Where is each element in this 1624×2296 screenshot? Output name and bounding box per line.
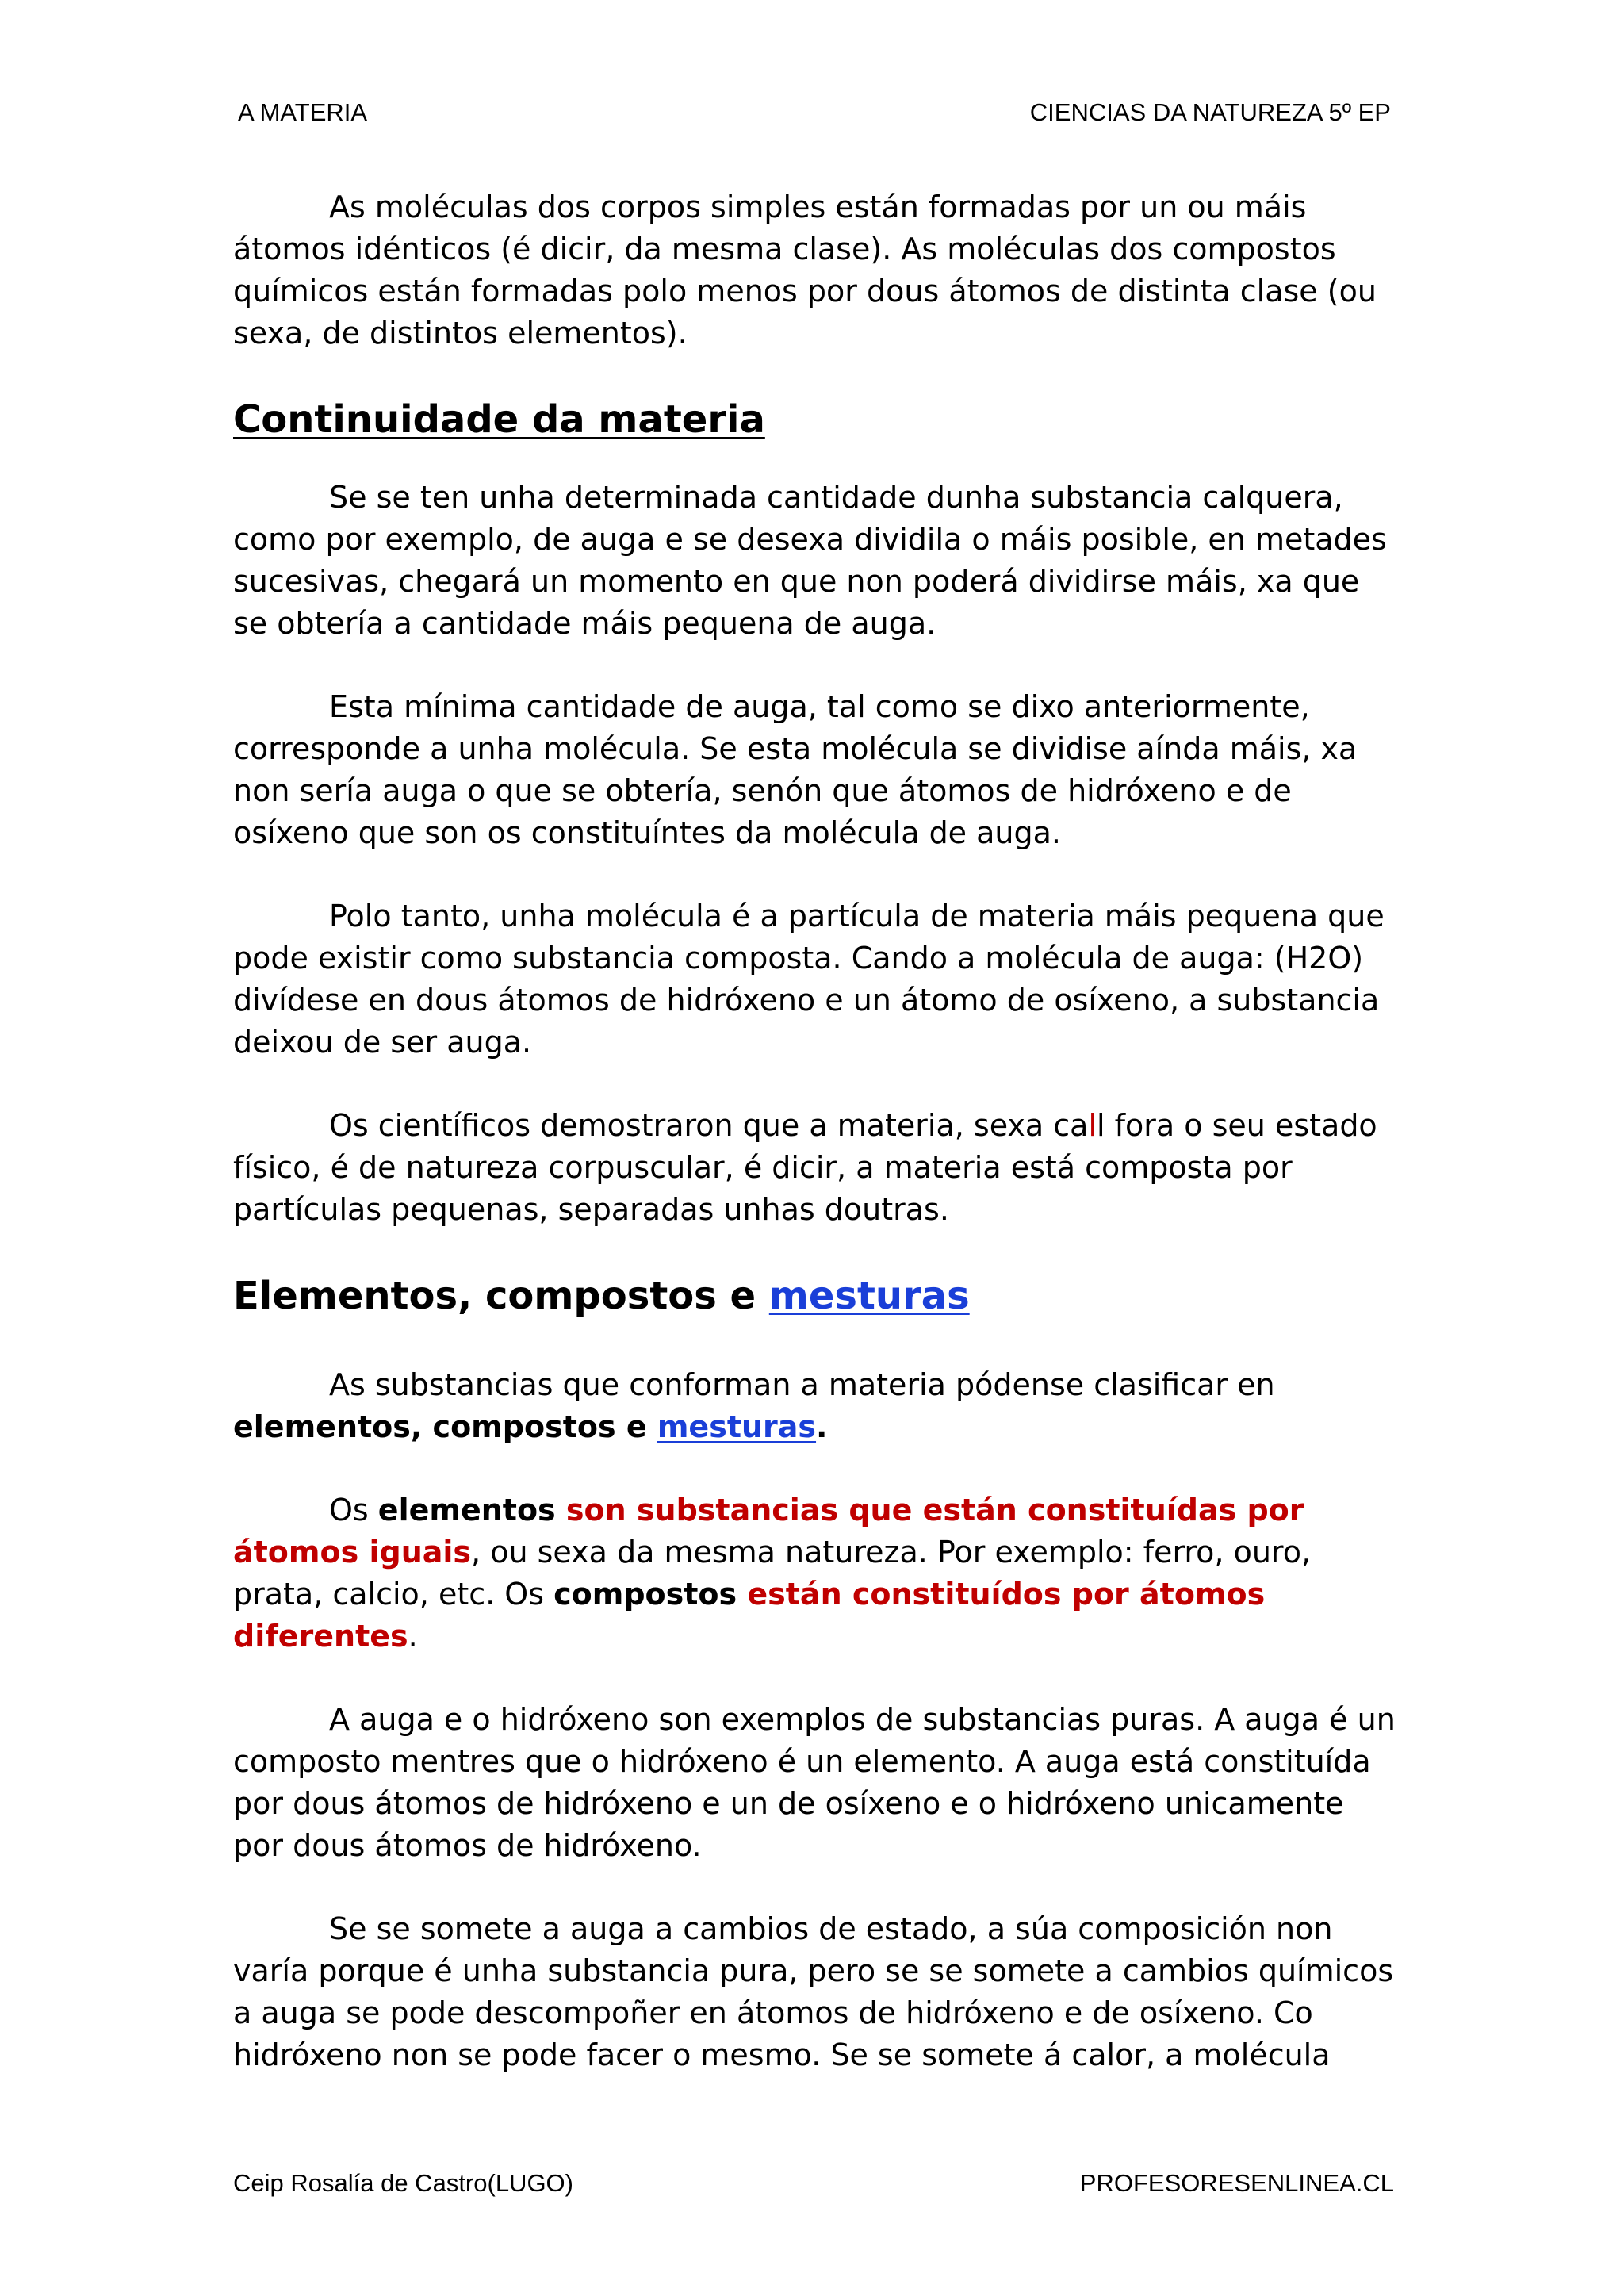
paragraph-corpuscular bbox=[233, 1105, 1399, 1231]
paragraph-molecule-definition: Polo tanto, unha molécula é a partícula de materia máis pequena que pode existir como substancia composta. Cando a molécula de auga: (H2O) divídese en dous átomos de hidróxeno e un átomo de osíxeno, a substancia deixou de ser auga. bbox=[233, 899, 1385, 1060]
paragraph-molecules: As moléculas dos corpos simples están formadas por un ou máis átomos idénticos (é dicir, da mesma clase). As moléculas dos compostos químicos están formadas polo menos por dous átomos de distinta clase (ou sexa, de distintos elementos). bbox=[233, 190, 1377, 351]
text-run: , ou sexa da mesma natureza. Por exemplo: ferro, ouro, prata, calcio, etc. Os bbox=[233, 1535, 1312, 1612]
bold-term-compostos: compostos bbox=[553, 1577, 737, 1612]
red-definition-elements: son substancias que están constituídas por átomos iguais bbox=[233, 1493, 1304, 1570]
document-body bbox=[233, 186, 1399, 2076]
text-run: As substancias que conforman a materia pódense clasificar en bbox=[329, 1367, 1275, 1402]
bold-term-elementos: elementos bbox=[377, 1493, 556, 1527]
section-heading-continuidade: Continuidade da materia bbox=[233, 397, 765, 442]
paragraph-division: Se se ten unha determinada cantidade dunha substancia calquera, como por exemplo, de auga e se desexa dividila o máis posible, en metades sucesivas, chegará un momento en que non poderá dividirse máis, xa que se obtería a cantidade máis pequena de auga. bbox=[233, 480, 1387, 641]
footer-website: PROFESORESENLINEA.CL bbox=[1079, 2169, 1394, 2197]
text-run: . bbox=[408, 1619, 418, 1654]
paragraph-minimum-quantity: Esta mínima cantidade de auga, tal como se dixo anteriormente, corresponde a unha molécula. Se esta molécula se dividise aínda máis, xa non sería auga o que se obtería, senón que átomos de hidróxeno e de osíxeno que son os constituíntes da molécula de auga. bbox=[233, 689, 1358, 850]
text-run: Os bbox=[329, 1493, 378, 1527]
text-run: l fora o seu estado físico, é de natureza corpuscular, é dicir, a materia está composta por partículas pequenas, separadas unhas doutras. bbox=[233, 1108, 1377, 1227]
paragraph-pure-substances: A auga e o hidróxeno son exemplos de substancias puras. A auga é un composto mentres que o hidróxeno é un elemento. A auga está constituída por dous átomos de hidróxeno e un de osíxeno e o hidróxeno unicamente por dous átomos de hidróxeno. bbox=[233, 1702, 1396, 1863]
paragraph-elements-compounds bbox=[233, 1489, 1399, 1658]
bold-period: . bbox=[816, 1409, 828, 1444]
bold-text: elementos, compostos e bbox=[233, 1409, 657, 1444]
section-heading-elementos bbox=[233, 1272, 1399, 1320]
red-definition-compounds: están constituídos por átomos diferentes bbox=[233, 1577, 1266, 1654]
highlighted-letter: l bbox=[1088, 1108, 1097, 1143]
header-subject: CIENCIAS DA NATUREZA 5º EP bbox=[1029, 98, 1391, 126]
paragraph-state-changes: Se se somete a auga a cambios de estado, a súa composición non varía porque é unha substancia pura, pero se se somete a cambios químicos a auga se pode descompoñer en átomos de hidróxeno e de osíxeno. Co hidróxeno non se pode facer o mesmo. Se se somete á calor, a molécula bbox=[233, 1911, 1394, 2072]
mesturas-link[interactable]: mesturas bbox=[657, 1409, 817, 1444]
header-title: A MATERIA bbox=[238, 98, 368, 126]
paragraph-classification bbox=[233, 1364, 1399, 1448]
heading-text: Elementos, compostos e bbox=[233, 1274, 769, 1318]
mesturas-heading-link[interactable]: mesturas bbox=[768, 1274, 970, 1318]
footer-school: Ceip Rosalía de Castro(LUGO) bbox=[233, 2169, 573, 2197]
text-run: Os científicos demostraron que a materia, sexa ca bbox=[329, 1108, 1089, 1143]
